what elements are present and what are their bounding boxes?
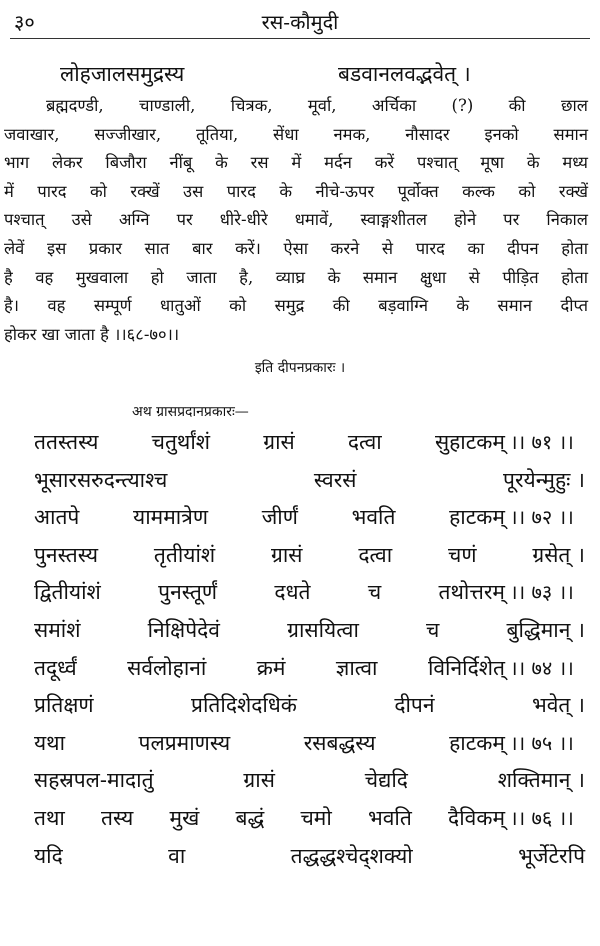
verse-word: पुनस्तस्य [34,542,99,567]
verse-line [0,466,600,498]
verse-word: चणं [447,542,477,567]
verse-word: सुहाटकम् [434,430,505,454]
verse-word: ज्ञात्वा [335,655,378,680]
verse-word: पुनस्तूर्णं [158,580,218,605]
verse-word: यथा [34,730,66,755]
verse-word: प्रतिक्षणं [34,693,94,718]
verse-word: भूसारसरुदन्त्याश्च [34,467,168,492]
verse-word: सर्वलोहानां [127,655,207,680]
verse-number: ।। ७२ ।। [510,505,574,530]
verse-word: बुद्धिमान् । [506,618,585,642]
verse-word: लोहजालसमुद्रस्य [60,62,185,86]
verse-number: ।। ७४ ।। [510,655,574,680]
verse-word: क्रमं [256,655,286,680]
commentary-line: जवाखार, सज्जीखार, तूतिया, सेंधा नमक, नौसादर इनको समान [4,124,588,144]
verse-word: पलप्रमाणस्य [138,730,231,755]
header-rule [10,38,590,39]
verse-line [0,428,600,460]
verse-word: मुखं [169,806,200,830]
verse-word: दत्वा [347,430,382,454]
verse-word: दत्वा [358,542,393,567]
commentary-line: लेवें इस प्रकार सात बार करें। ऐसा करने से पारद का दीपन होता [4,238,588,258]
verse-word: च [426,618,440,642]
running-title: रस-कौमुदी [261,10,339,34]
verse-word: बद्धं [235,806,265,830]
verse-word: ग्रासं [271,542,303,567]
verse-word: द्वितीयांशं [34,580,101,605]
verse-line [0,616,600,648]
commentary-line: ब्रह्मदण्डी, चाण्डाली, चित्रक, मूर्वा, अर्चिका (?) की छाल [46,96,588,115]
verse-word: समांशं [34,618,81,642]
verse-word: दैविकम् [448,806,505,830]
verse-word: चतुर्थांशं [151,430,211,454]
verse-word: तदूर्ध्वं [34,655,77,680]
verse-word: आतपे [34,505,80,530]
verse-word: प्रतिदिशेदधिकं [191,693,297,718]
commentary-line: में पारद को रक्खें उस पारद के नीचे-ऊपर पूर्वोक्त कल्क को रक्खें [4,181,588,201]
verse-word: भूर्जेटेरपि [518,843,585,868]
verse-line [0,842,600,874]
verse-word: तृतीयांशं [153,542,216,567]
commentary-line: है। वह सम्पूर्ण धातुओं को समुद्र की बड़वाग्नि के समान दीप्त [4,296,588,316]
verse-word: दधते [274,580,311,605]
verse-word: निक्षिपेदेवं [147,618,220,642]
verse-line [0,654,600,686]
verse-word: भवति [351,505,396,530]
verse-word: वा [168,843,186,868]
verse-number: ।। ७३ ।। [510,580,574,605]
verse-line-intro [0,60,600,92]
verse-word: हाटकम् [449,730,505,755]
verse-word: तथोत्तरम् [438,580,505,605]
verse-line [0,804,600,836]
colophon: इति दीपनप्रकारः । [254,360,346,376]
verse-line [0,541,600,573]
verse-word: भवेत् । [531,693,585,718]
verse-number: ।। ७६ ।। [510,806,574,830]
verse-number: ।। ७१ ।। [510,430,574,454]
commentary-line: भाग लेकर बिजौरा नींबू के रस में मर्दन करें पश्चात् मूषा के मध्य [4,153,588,173]
verse-word: भवति [367,806,412,830]
verse-line [0,691,600,723]
verse-word: विनिर्दिशेत् [427,655,505,680]
verse-word: चेद्यदि [364,768,408,793]
verse-word: पूरयेन्मुहुः । [503,467,585,492]
commentary-line: है वह मुखवाला हो जाता है, व्याघ्र के समान क्षुधा से पीड़ित होता [4,267,588,287]
verse-line [0,766,600,798]
verse-line [0,503,600,535]
commentary [4,92,588,349]
verse-word: जीर्णं [261,505,298,530]
verse-word: तद्धद्धश्चेद्शक्यो [290,843,413,868]
verse-word: बडवानलवद्भवेत् । [338,62,471,86]
verse-word: दीपनं [394,693,435,718]
verse-word: चमो [300,806,332,830]
verse-word: हाटकम् [449,505,505,530]
page-number: ३० [14,10,35,34]
verse-word: च [367,580,382,605]
verse-word: ग्रासं [243,768,275,793]
verse-line [0,578,600,610]
verse-word: सहस्रपल-मादातुं [34,768,154,793]
verse-number: ।। ७५ ।। [510,730,574,755]
commentary-line: होकर खा जाता है ।।६८-७०।। [4,324,180,344]
verse-word: शक्तिमान् । [497,768,585,793]
verse-word: स्वरसं [313,467,357,492]
verse-word: ततस्तस्य [34,430,99,454]
section-heading: अथ ग्रासप्रदानप्रकारः— [132,404,249,420]
verse-word: ग्रासयित्वा [287,618,359,642]
commentary-line: पश्चात् उसे अग्नि पर धीरे-धीरे धमावें, स्वाङ्गशीतल होने पर निकाल [4,210,588,230]
verse-word: तस्य [101,806,134,830]
verse-word: रसबद्धस्य [303,730,376,755]
verse-word: ग्रासं [263,430,295,454]
verse-word: ग्रसेत् । [532,542,585,567]
verse-word: तथा [34,806,65,830]
verse-word: यदि [34,843,63,868]
verse-word: याममात्रेण [133,505,208,530]
verse-line [0,729,600,761]
